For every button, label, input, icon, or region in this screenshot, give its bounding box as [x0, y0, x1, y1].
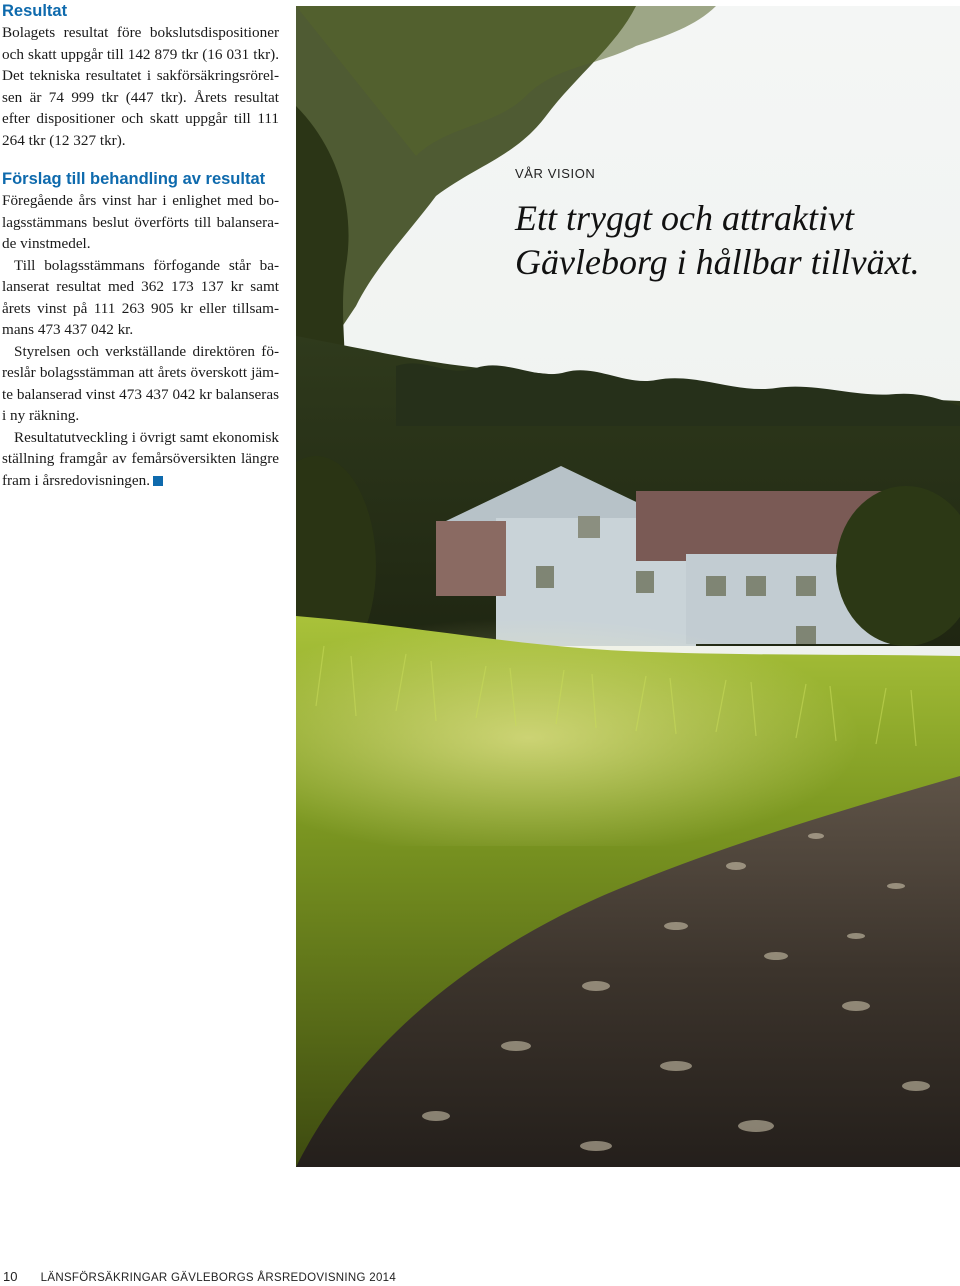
- paragraph-forslag-4: [2, 427, 279, 492]
- paragraph-resultat: Bolagets resultat före bokslutsdispositioner och skatt uppgår till 142 879 tkr (16 031 tkr). Det tekniska resultatet i sakförsäkringsrörelsen är 74 999 tkr (447 tkr). Årets resultat efter dispositioner och skatt uppgår till 111 264 tkr (12 327 tkr).: [2, 24, 279, 149]
- section-heading-resultat: Resultat: [2, 2, 68, 20]
- page-footer: [3, 1269, 396, 1284]
- page-number: 10: [3, 1269, 18, 1284]
- vision-statement: Ett tryggt och attraktivt Gävleborg i hållbar tillväxt.: [515, 198, 920, 282]
- publication-title: LÄNSFÖRSÄKRINGAR GÄVLEBORGS ÅRSREDOVISNING 2014: [40, 1272, 397, 1284]
- paragraph-forslag-2: Till bolagsstämmans förfogande står balanserat resultat med 362 173 137 kr samt årets vinst på 111 263 905 kr eller tillsammans 473 437 042 kr.: [2, 256, 279, 338]
- paragraph-forslag-4-text: Resultatutveckling i övrigt samt ekonomisk ställning framgår av femårsöversikten längre fram i årsredovisningen.: [2, 428, 279, 489]
- paragraph-forslag-1: Föregående års vinst har i enlighet med bolagsstämmans beslut överförts till balanserade vinstmedel.: [2, 192, 279, 252]
- paragraph-forslag-3: Styrelsen och verkställande direktören föreslår bolagsstämman att årets överskott jämte balanserad vinst 473 437 042 kr balanseras i ny räkning.: [2, 342, 279, 424]
- landscape-photo-icon: [296, 6, 960, 1167]
- vision-label: VÅR VISION: [515, 166, 596, 181]
- text-column: [2, 0, 279, 491]
- end-mark-icon: [153, 476, 163, 486]
- section-heading-forslag: Förslag till behandling av resultat: [2, 170, 266, 188]
